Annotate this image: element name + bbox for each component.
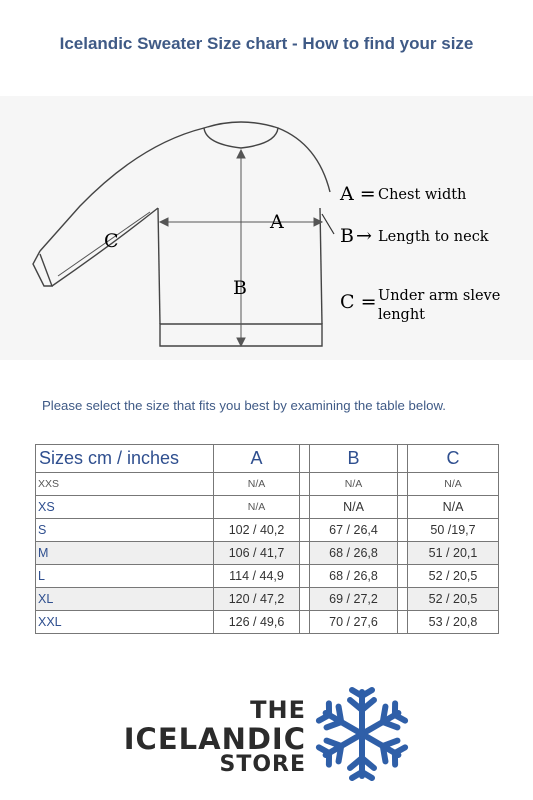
legend-c-letter: C = bbox=[340, 291, 377, 313]
a-cell: 120 / 47,2 bbox=[214, 588, 300, 611]
c-cell: 53 / 20,8 bbox=[408, 611, 499, 634]
table-row bbox=[36, 473, 499, 496]
b-cell: 70 / 27,6 bbox=[310, 611, 398, 634]
label-a: A bbox=[270, 211, 284, 233]
size-cell: M bbox=[36, 542, 214, 565]
b-cell: 67 / 26,4 bbox=[310, 519, 398, 542]
snowflake-icon bbox=[314, 686, 410, 782]
a-cell: 102 / 40,2 bbox=[214, 519, 300, 542]
column-gap bbox=[300, 611, 310, 634]
label-b: B bbox=[233, 277, 247, 299]
header-b: B bbox=[310, 445, 398, 473]
column-gap bbox=[398, 588, 408, 611]
legend-a-letter: A = bbox=[340, 183, 376, 205]
a-cell: 106 / 41,7 bbox=[214, 542, 300, 565]
table-row bbox=[36, 588, 499, 611]
legend-b-letter: B bbox=[340, 225, 354, 247]
table-header-row bbox=[36, 445, 499, 473]
column-gap bbox=[300, 519, 310, 542]
a-cell: 114 / 44,9 bbox=[214, 565, 300, 588]
page-title: Icelandic Sweater Size chart - How to find your size bbox=[59, 34, 474, 53]
legend-b-arrow: → bbox=[356, 225, 372, 247]
size-cell: L bbox=[36, 565, 214, 588]
a-cell: N/A bbox=[214, 496, 300, 519]
logo-line-store: STORE bbox=[219, 752, 306, 777]
b-cell: 68 / 26,8 bbox=[310, 542, 398, 565]
column-gap bbox=[300, 588, 310, 611]
table-row bbox=[36, 542, 499, 565]
table-row bbox=[36, 611, 499, 634]
label-c: C bbox=[104, 230, 119, 252]
legend-c-text2: lenght bbox=[378, 307, 426, 323]
c-cell: N/A bbox=[408, 496, 499, 519]
column-gap bbox=[398, 473, 408, 496]
logo-line-the: THE bbox=[250, 696, 306, 724]
legend-a-text: Chest width bbox=[378, 187, 467, 203]
header-a: A bbox=[214, 445, 300, 473]
size-cell: XS bbox=[36, 496, 214, 519]
table-row bbox=[36, 496, 499, 519]
column-gap bbox=[398, 565, 408, 588]
legend-c-text: Under arm sleve bbox=[378, 288, 501, 304]
table-row bbox=[36, 565, 499, 588]
size-cell: XL bbox=[36, 588, 214, 611]
column-gap bbox=[300, 445, 310, 473]
header-sizes: Sizes cm / inches bbox=[36, 445, 214, 473]
column-gap bbox=[398, 542, 408, 565]
size-cell: S bbox=[36, 519, 214, 542]
column-gap bbox=[398, 496, 408, 519]
sweater-diagram bbox=[0, 96, 533, 360]
c-cell: 51 / 20,1 bbox=[408, 542, 499, 565]
column-gap bbox=[300, 473, 310, 496]
b-cell: N/A bbox=[310, 473, 398, 496]
column-gap bbox=[300, 565, 310, 588]
c-cell: 52 / 20,5 bbox=[408, 588, 499, 611]
c-cell: 52 / 20,5 bbox=[408, 565, 499, 588]
header-c: C bbox=[408, 445, 499, 473]
sweater-illustration bbox=[0, 96, 533, 360]
size-cell: XXS bbox=[36, 473, 214, 496]
logo-line-icelandic: ICELANDIC bbox=[123, 722, 306, 756]
b-cell: N/A bbox=[310, 496, 398, 519]
a-cell: 126 / 49,6 bbox=[214, 611, 300, 634]
a-cell: N/A bbox=[214, 473, 300, 496]
c-cell: N/A bbox=[408, 473, 499, 496]
size-cell: XXL bbox=[36, 611, 214, 634]
b-cell: 69 / 27,2 bbox=[310, 588, 398, 611]
column-gap bbox=[398, 445, 408, 473]
store-logo bbox=[123, 690, 410, 780]
table-row bbox=[36, 519, 499, 542]
column-gap bbox=[398, 611, 408, 634]
c-cell: 50 /19,7 bbox=[408, 519, 499, 542]
column-gap bbox=[300, 496, 310, 519]
instructions: Please select the size that fits you best by examining the table below. bbox=[42, 398, 446, 413]
b-cell: 68 / 26,8 bbox=[310, 565, 398, 588]
size-table bbox=[35, 444, 499, 634]
column-gap bbox=[398, 519, 408, 542]
column-gap bbox=[300, 542, 310, 565]
legend-b-text: Length to neck bbox=[378, 229, 489, 245]
